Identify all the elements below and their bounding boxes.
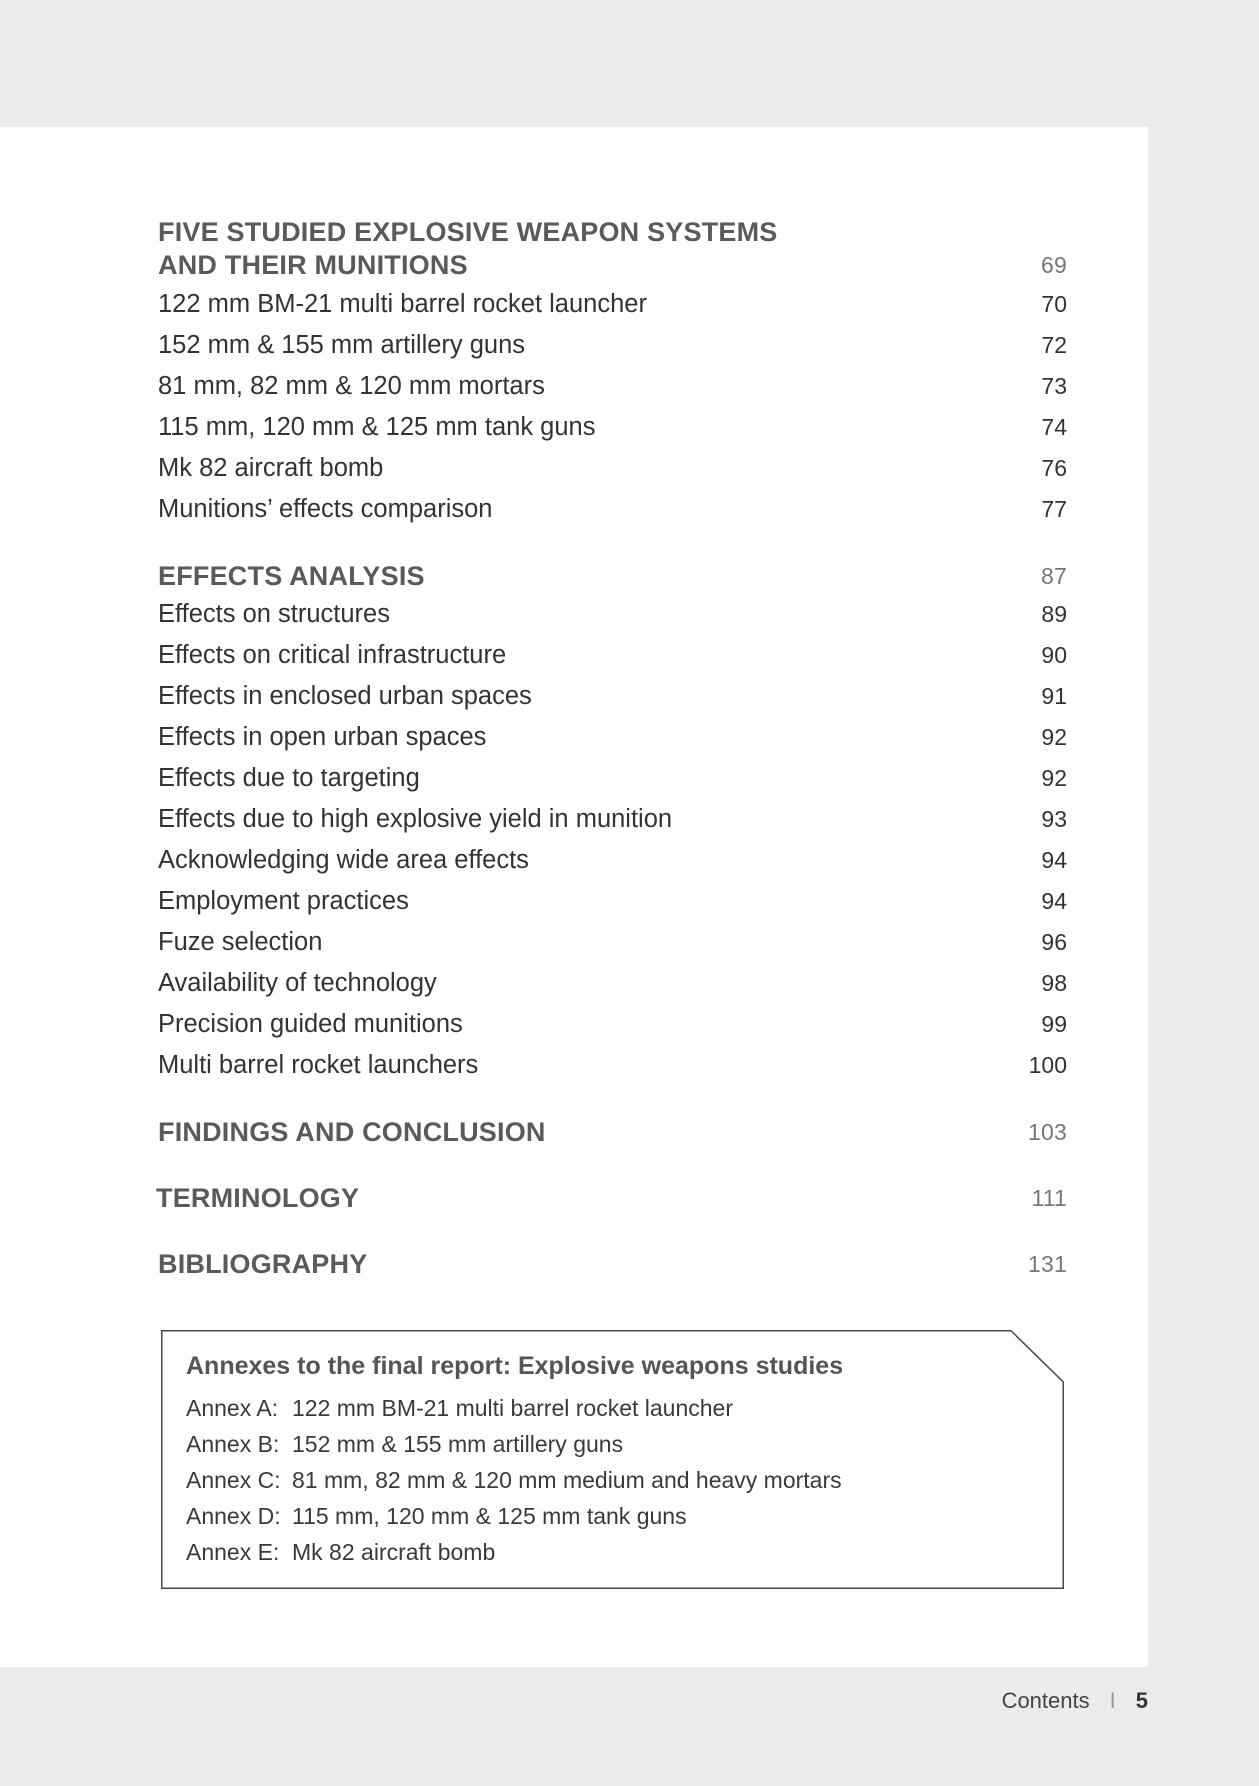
toc-section-findings — [158, 1116, 1067, 1149]
toc-entry-title: Effects on critical infrastructure — [158, 641, 507, 669]
annex-key: Annex B: — [186, 1431, 280, 1457]
annex-title: Annexes to the final report: Explosive weapons studies — [186, 1352, 844, 1380]
toc-heading-terminology[interactable] — [156, 1182, 1067, 1215]
toc-entry[interactable] — [158, 840, 1067, 881]
toc-entry[interactable] — [158, 717, 1067, 758]
annex-key: Annex A: — [186, 1395, 279, 1421]
footer-separator: I — [1109, 1688, 1116, 1713]
toc-entry-page: 89 — [1041, 601, 1067, 627]
toc-entry-title: Multi barrel rocket launchers — [158, 1051, 479, 1079]
toc-entry[interactable] — [158, 1045, 1067, 1086]
toc-entry-page: 91 — [1041, 683, 1067, 709]
toc-entry-page: 94 — [1041, 888, 1067, 914]
toc-entry-page: 76 — [1041, 455, 1067, 481]
toc-entry-page: 72 — [1041, 332, 1067, 358]
toc-entry[interactable] — [158, 676, 1067, 717]
toc-entry-title: 122 mm BM-21 multi barrel rocket launcher — [158, 290, 647, 318]
toc-page-number: 69 — [1041, 252, 1067, 278]
toc-entry-title: 81 mm, 82 mm & 120 mm mortars — [158, 372, 545, 400]
toc-heading-findings[interactable] — [158, 1116, 1067, 1149]
toc-entry[interactable] — [158, 594, 1067, 635]
toc-entry[interactable] — [158, 489, 1067, 530]
toc-entry-title: Effects in open urban spaces — [158, 723, 487, 751]
annex-key: Annex D: — [186, 1503, 281, 1529]
toc-entry-page: 77 — [1041, 496, 1067, 522]
toc-entry-title: 152 mm & 155 mm artillery guns — [158, 331, 526, 359]
toc-entry-page: 92 — [1041, 765, 1067, 791]
annex-text: 81 mm, 82 mm & 120 mm medium and heavy mortars — [292, 1467, 842, 1493]
toc-entry-page: 90 — [1041, 642, 1067, 668]
toc-entry[interactable] — [158, 799, 1067, 840]
toc-section-weapon-systems — [158, 216, 1067, 530]
toc-entry-page: 73 — [1041, 373, 1067, 399]
heading-text: FINDINGS AND CONCLUSION — [158, 1117, 546, 1147]
annex-box — [161, 1330, 1064, 1589]
toc-entry-title: Effects on structures — [158, 600, 390, 628]
toc-entry-page: 94 — [1041, 847, 1067, 873]
heading-text: TERMINOLOGY — [156, 1183, 360, 1213]
toc-entry-title: Munitions’ effects comparison — [158, 495, 493, 523]
toc-entry-list — [158, 594, 1067, 1086]
annex-key: Annex C: — [186, 1467, 281, 1493]
toc-entry[interactable] — [158, 284, 1067, 325]
annex-item[interactable] — [186, 1462, 842, 1498]
annex-text: 115 mm, 120 mm & 125 mm tank guns — [292, 1503, 687, 1529]
annex-item[interactable] — [186, 1426, 842, 1462]
footer-label: Contents — [1001, 1688, 1090, 1713]
heading-line-1: FIVE STUDIED EXPLOSIVE WEAPON SYSTEMS — [158, 217, 778, 247]
toc-entry-title: Effects due to high explosive yield in munition — [158, 805, 673, 833]
toc-entry-page: 96 — [1041, 929, 1067, 955]
toc-entry[interactable] — [158, 325, 1067, 366]
toc-page-number: 111 — [1031, 1185, 1067, 1211]
heading-text: BIBLIOGRAPHY — [158, 1249, 368, 1279]
toc-section-bibliography — [158, 1248, 1067, 1281]
toc-page-number: 131 — [1028, 1251, 1067, 1277]
toc-entry[interactable] — [158, 1004, 1067, 1045]
toc-entry[interactable] — [158, 366, 1067, 407]
heading-line-2: AND THEIR MUNITIONS — [158, 250, 468, 280]
toc-entry-page: 93 — [1041, 806, 1067, 832]
footer-page-number: 5 — [1135, 1688, 1148, 1713]
annex-text: Mk 82 aircraft bomb — [292, 1539, 496, 1565]
annex-text: 152 mm & 155 mm artillery guns — [292, 1431, 624, 1457]
toc-entry-list — [158, 284, 1067, 530]
heading-text: EFFECTS ANALYSIS — [158, 561, 425, 591]
annex-item[interactable] — [186, 1534, 842, 1570]
toc-entry-page: 100 — [1028, 1052, 1067, 1078]
toc-entry[interactable] — [158, 635, 1067, 676]
toc-entry[interactable] — [158, 881, 1067, 922]
toc-entry-title: Effects due to targeting — [158, 764, 420, 792]
toc-heading-bibliography[interactable] — [158, 1248, 1067, 1281]
toc-entry[interactable] — [158, 963, 1067, 1004]
toc-entry-title: Availability of technology — [158, 969, 437, 997]
toc-section-terminology — [156, 1182, 1067, 1215]
toc-entry-title: Precision guided munitions — [158, 1010, 463, 1038]
toc-entry-title: Employment practices — [158, 887, 409, 915]
toc-section-effects-analysis — [158, 560, 1067, 1086]
annex-list — [186, 1390, 842, 1570]
page-footer — [1002, 1688, 1148, 1714]
toc-page-number: 103 — [1028, 1119, 1067, 1145]
annex-item[interactable] — [186, 1390, 842, 1426]
toc-entry[interactable] — [158, 758, 1067, 799]
toc-entry-page: 92 — [1041, 724, 1067, 750]
toc-entry[interactable] — [158, 448, 1067, 489]
toc-entry-page: 70 — [1041, 291, 1067, 317]
annex-key: Annex E: — [186, 1539, 280, 1565]
annex-item[interactable] — [186, 1498, 842, 1534]
toc-entry-title: Mk 82 aircraft bomb — [158, 454, 384, 482]
annex-text: 122 mm BM-21 multi barrel rocket launcher — [292, 1395, 733, 1421]
toc-heading-effects-analysis[interactable] — [158, 560, 1067, 593]
toc-entry[interactable] — [158, 922, 1067, 963]
toc-entry-title: Effects in enclosed urban spaces — [158, 682, 532, 710]
toc-entry-title: 115 mm, 120 mm & 125 mm tank guns — [158, 413, 596, 441]
toc-entry-page: 98 — [1041, 970, 1067, 996]
toc-entry-title: Acknowledging wide area effects — [158, 846, 529, 874]
toc-entry-page: 74 — [1041, 414, 1067, 440]
toc-entry[interactable] — [158, 407, 1067, 448]
toc-page-number: 87 — [1041, 563, 1067, 589]
toc-entry-page: 99 — [1041, 1011, 1067, 1037]
toc-entry-title: Fuze selection — [158, 928, 323, 956]
toc-heading-weapon-systems[interactable] — [158, 216, 1067, 282]
